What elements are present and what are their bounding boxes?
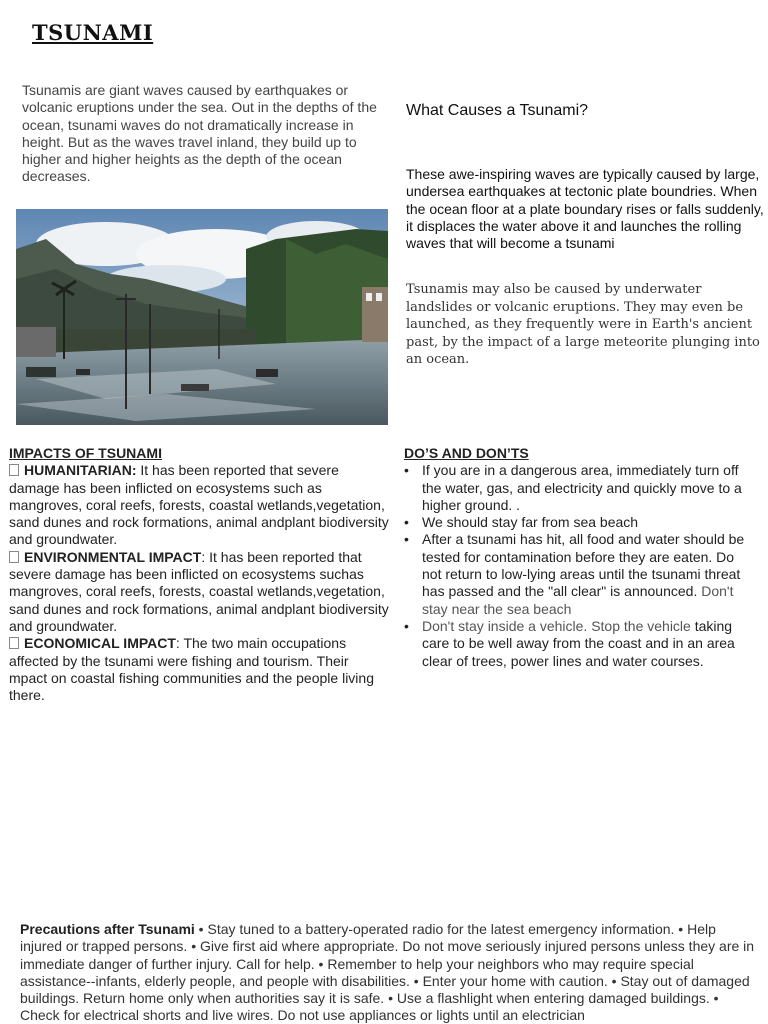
impact-text: It has been reported that severe damage has been inflicted on ecosystems such as mangroves, coral reefs, forests, coastal wetlands,vegetation, sand dunes and rock formations, animal andplant biodiversity and groundwater. [9,462,389,548]
intro-paragraph: Tsunamis are giant waves caused by earthquakes or volcanic eruptions under the sea. Out in the depths of the ocean, tsunami waves do not dramatically increase in height. But as the waves travel inland, they build up to higher and higher heights as the depth of the ocean decreases. [22,82,377,185]
impact-item-environmental [9,549,389,635]
checkbox-glyph-icon [9,551,19,563]
causes-paragraph-1: These awe-inspiring waves are typically caused by large, undersea earthquakes at tectonic plate boundries. When the ocean floor at a plate boundary rises or falls suddenly, it displaces the water above it and launches the rolling waves that will become a tsunami [406,166,764,252]
impact-item-economical [9,635,389,704]
dos-donts-list [404,462,749,670]
list-item [404,462,749,514]
impacts-heading: IMPACTS OF TSUNAMI [9,445,162,461]
impact-item-humanitarian [9,462,389,548]
precautions-section [20,921,755,1024]
list-item-extra-text: Don't stay near the sea beach [422,583,734,617]
precautions-heading: Precautions after Tsunami [20,921,195,937]
tsunami-flood-photo [16,209,388,425]
bullet-icon: • [404,531,409,548]
causes-paragraph-2: Tsunamis may also be caused by underwater landslides or volcanic eruptions. They may even be launched, as they frequently were in Earth's ancient past, by the impact of a large meteorite plunging into an ocean. [406,282,760,367]
bullet-icon: • [404,617,409,634]
checkbox-glyph-icon [9,637,19,649]
causes-heading: What Causes a Tsunami? [406,102,589,119]
impact-text: : The two main occupations affected by the tsunami were fishing and tourism. Their mpact on coastal fishing communities and the people living there. [9,635,374,704]
dos-donts-heading: DO’S AND DON’TS [404,445,529,461]
dos-donts-section [404,445,749,670]
checkbox-glyph-icon [9,464,19,476]
impact-label: ENVIRONMENTAL IMPACT [24,548,202,565]
page-title: TSUNAMI [32,20,154,45]
list-item-text: We should stay far from sea beach [422,514,639,531]
impact-label: ECONOMICAL IMPACT [24,635,176,652]
bullet-icon: • [404,514,409,531]
impact-text: : It has been reported that severe damage has been inflicted on ecosystems suchas mangroves, coral reefs, forests, coastal wetlands,vegetation, sand dunes and rock formations, animal andplant biodiversity and groundwater. [9,548,389,634]
list-item-text: If you are in a dangerous area, immediately turn off the water, gas, and electricity and quickly move to a higher ground. . [422,462,742,513]
impacts-section [9,445,389,704]
list-item [404,531,749,617]
bullet-icon: • [404,462,409,479]
list-item [404,618,749,670]
impact-label: HUMANITARIAN: [24,462,137,479]
list-item-extra-text: taking care to be well away from the coast and in an area clear of trees, power lines and water courses. [422,617,735,669]
list-item-text: Don't stay inside a vehicle. Stop the vehicle [422,617,691,634]
precautions-text: • Stay tuned to a battery-operated radio for the latest emergency information. • Help injured or trapped persons. • Give first aid where appropriate. Do not move seriously injured persons unless they are in immediate danger of further injury. Call for help. • Remember to help your neighbors who may require special assistance--infants, elderly people, and people with disabilities. • Enter your home with caution. • Stay out of damaged buildings. Return home only when authorities say it is safe. • Use a flashlight when entering damaged buildings. • Check for electrical shorts and live wires. Do not use appliances or lights until an electrician [20,921,755,1024]
list-item [404,514,749,531]
list-item-text: After a tsunami has hit, all food and water should be tested for contamination before they are eaten. Do not return to low-lying areas until the tsunami threat has passed and the "all clear" is announced. [422,531,745,600]
